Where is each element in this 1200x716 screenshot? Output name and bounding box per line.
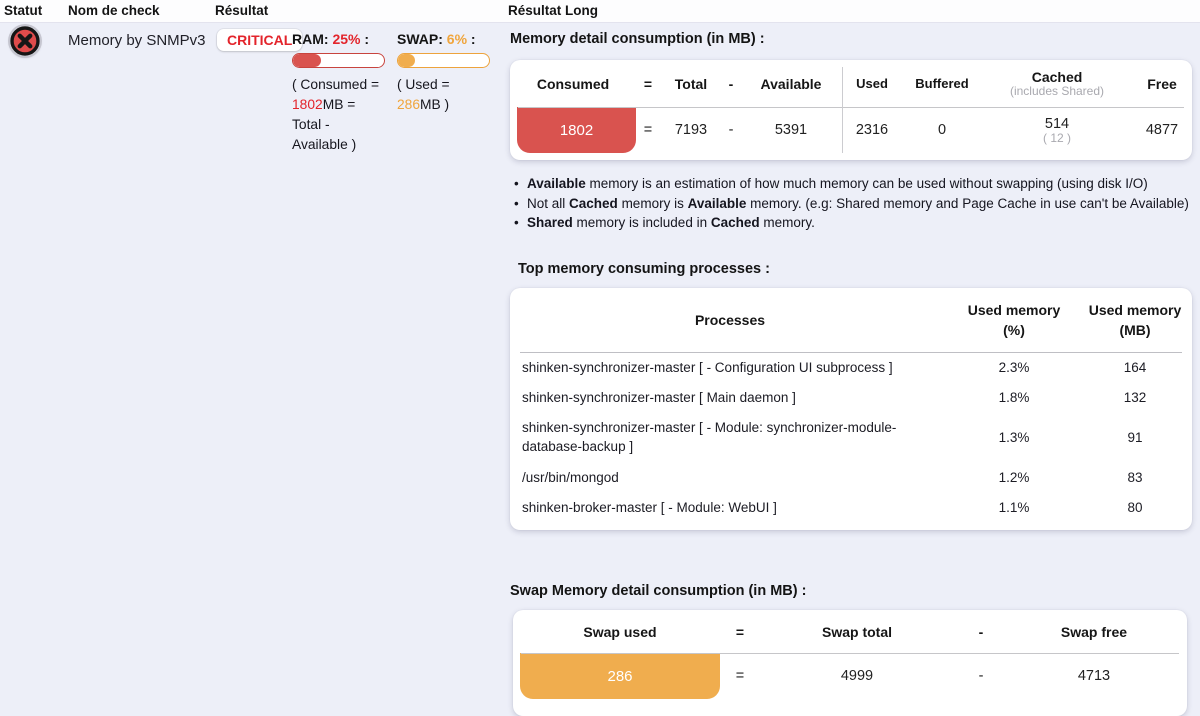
ram-detail-text (292, 75, 380, 155)
top-processes-card (510, 288, 1192, 530)
process-used-mb: 83 (1127, 469, 1143, 485)
header-processes: Processes (694, 312, 766, 328)
column-header-long-result: Résultat Long (508, 3, 598, 18)
process-used-pct: 1.2% (998, 469, 1030, 485)
note-segment: Not all (527, 195, 570, 211)
header-used-memory-mb (1078, 300, 1192, 340)
header-buffered: Buffered (915, 76, 969, 91)
cell-available: 5391 (774, 122, 808, 138)
header-equals: = (643, 75, 653, 92)
note-segment: memory. (e.g: Shared memory and Page Cache in use can't be Available) (746, 195, 1189, 211)
note-segment: Cached (710, 215, 760, 230)
swap-percent: 6% (446, 31, 468, 47)
note-segment: Available (687, 195, 747, 211)
ram-progress-fill (293, 54, 321, 67)
top-processes-heading: Top memory consuming processes : (518, 261, 770, 277)
note-available (514, 174, 1189, 194)
header-swap-total: Swap total (821, 623, 892, 640)
header-free: Free (1147, 75, 1177, 92)
memory-detail-card (510, 60, 1192, 160)
check-name: Memory by SNMPv3 (68, 32, 206, 49)
process-name: shinken-synchronizer-master [ - Module: synchronizer-module-database-backup ] (522, 420, 897, 454)
process-used-mb: 164 (1123, 359, 1147, 375)
memory-table-header-separator (518, 107, 1184, 108)
header-consumed: Consumed (536, 75, 610, 92)
cell-swap-total: 4999 (840, 668, 874, 684)
cell-swap-equals: = (735, 668, 745, 684)
swap-progress-bar (397, 53, 490, 68)
process-used-mb: 80 (1127, 499, 1143, 515)
swap-progress-fill (398, 54, 415, 67)
memory-notes-list (514, 174, 1189, 233)
swap-table-header-row (513, 610, 1187, 653)
memory-table-data-row (510, 107, 1192, 153)
cell-equals: = (643, 122, 653, 138)
note-segment: memory is an estimation of how much memory can be used without swapping (using disk I/O) (585, 176, 1148, 191)
process-name: shinken-synchronizer-master [ Main daemon ] (522, 389, 796, 405)
note-segment: Cached (569, 195, 618, 211)
process-table-header-separator (520, 352, 1182, 353)
header-swap-used: Swap used (583, 623, 657, 640)
process-used-pct: 1.1% (998, 499, 1030, 515)
swap-detail-card (513, 610, 1187, 716)
header-cached-sub: (includes Shared) (1009, 84, 1105, 98)
process-row (510, 462, 1192, 492)
note-segment: memory is included in (572, 215, 711, 230)
header-cached-main: Cached (1031, 69, 1083, 85)
cell-minus: - (728, 122, 734, 138)
swap-used-value: 286 (397, 97, 421, 112)
cell-swap-free: 4713 (1077, 668, 1111, 684)
critical-cross-icon[interactable] (10, 26, 40, 56)
header-swap-equals: = (735, 623, 745, 640)
header-cached (982, 69, 1132, 98)
header-used-memory-pct (950, 300, 1078, 340)
memory-detail-heading: Memory detail consumption (in MB) : (510, 31, 765, 47)
swap-detail-suffix: MB ) (420, 97, 450, 112)
swap-gauge-title (397, 31, 492, 47)
ram-percent: 25% (332, 31, 361, 47)
header-used-memory-pct-line1: Used memory (967, 302, 1061, 318)
critical-cross-icon-glyph (10, 26, 40, 56)
cell-free: 4877 (1145, 122, 1179, 138)
note-segment: Shared (527, 215, 573, 230)
swap-detail-prefix: ( Used = (397, 77, 450, 92)
swap-used-value-cell: 286 (520, 653, 720, 699)
swap-label: SWAP: (397, 31, 443, 47)
cell-cached-main: 514 (1044, 115, 1070, 132)
process-row (510, 492, 1192, 522)
cell-used: 2316 (855, 122, 889, 138)
memory-table-vertical-divider (842, 67, 843, 153)
ram-label: RAM: (292, 31, 329, 47)
header-available: Available (760, 75, 822, 92)
ram-gauge (292, 31, 389, 155)
status-badge: CRITICAL (217, 29, 302, 51)
cell-cached (982, 116, 1132, 145)
process-used-mb: 91 (1127, 429, 1143, 445)
process-used-pct: 2.3% (998, 359, 1030, 375)
swap-gauge (397, 31, 492, 115)
note-shared (514, 213, 1189, 233)
swap-detail-text (397, 75, 467, 115)
ram-gauge-title (292, 31, 389, 47)
process-used-pct: 1.8% (998, 389, 1030, 405)
column-header-statut: Statut (4, 3, 43, 18)
process-name: shinken-synchronizer-master [ - Configuration UI subprocess ] (522, 359, 893, 375)
process-name: /usr/bin/mongod (522, 469, 619, 485)
header-minus: - (728, 75, 734, 92)
cell-consumed (510, 107, 636, 153)
header-used-memory-mb-line2: (MB) (1119, 322, 1151, 338)
consumed-value-cell: 1802 (517, 107, 636, 153)
note-cached (514, 194, 1189, 214)
column-header-check-name: Nom de check (68, 3, 160, 18)
note-segment: memory. (759, 215, 815, 230)
cell-swap-minus: - (978, 668, 984, 684)
process-row (510, 412, 1192, 462)
process-used-pct: 1.3% (998, 429, 1030, 445)
header-used-memory-mb-line1: Used memory (1088, 302, 1182, 318)
cell-swap-used (513, 653, 727, 699)
ram-consumed-value: 1802 (292, 97, 323, 112)
cell-total: 7193 (674, 122, 708, 138)
process-row (510, 352, 1192, 382)
process-name: shinken-broker-master [ - Module: WebUI ] (522, 499, 777, 515)
memory-table-header-row (510, 60, 1192, 107)
swap-colon: : (470, 31, 476, 47)
cell-cached-sub: ( 12 ) (1042, 130, 1071, 145)
process-used-mb: 132 (1123, 389, 1147, 405)
column-header-result: Résultat (215, 3, 269, 18)
header-total: Total (674, 75, 708, 92)
ram-progress-bar (292, 53, 385, 68)
ram-detail-suffix: MB = Total - Available ) (292, 97, 357, 152)
ram-colon: : (364, 31, 370, 47)
swap-table-header-separator (521, 653, 1179, 654)
header-swap-minus: - (978, 623, 984, 640)
header-used-memory-pct-line2: (%) (1003, 322, 1025, 338)
note-segment: memory is (617, 195, 688, 211)
process-row (510, 382, 1192, 412)
cell-buffered: 0 (937, 122, 947, 138)
ram-detail-prefix: ( Consumed = (292, 77, 380, 92)
process-table-header-row (510, 288, 1192, 352)
note-segment: Available (527, 176, 586, 191)
header-used: Used (856, 76, 888, 91)
results-header-bar (0, 0, 1200, 23)
swap-table-data-row (513, 653, 1187, 699)
header-swap-free: Swap free (1060, 623, 1128, 640)
swap-detail-heading: Swap Memory detail consumption (in MB) : (510, 583, 807, 599)
